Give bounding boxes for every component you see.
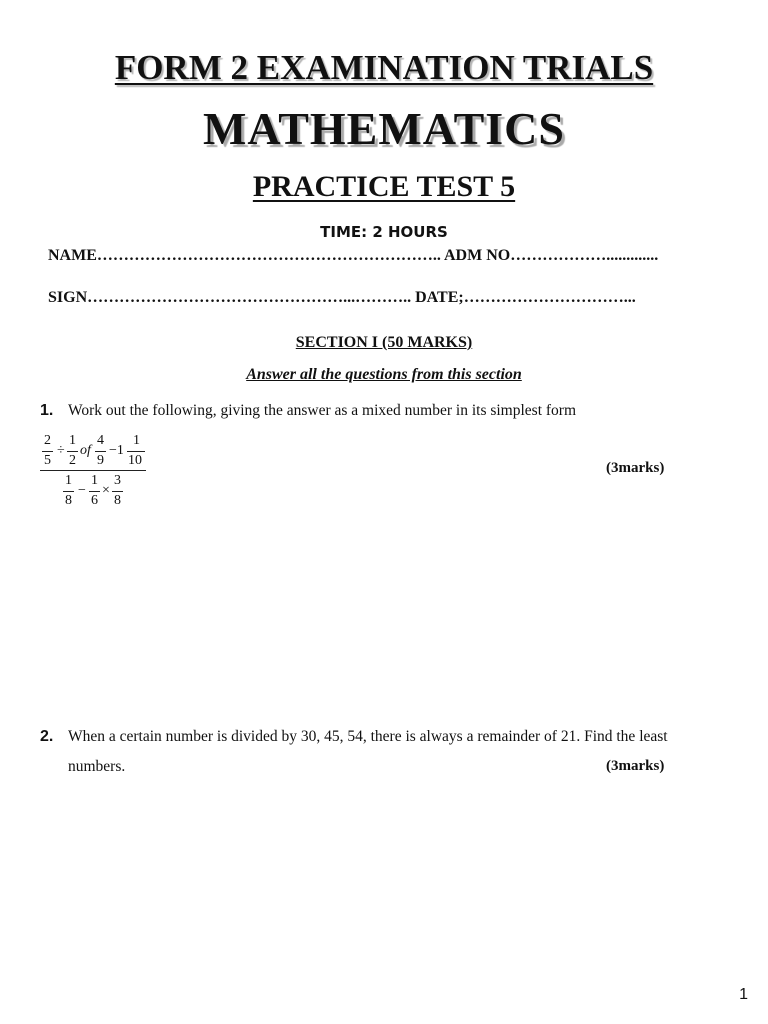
minus-one: −1 <box>109 443 124 458</box>
question-2-text: When a certain number is divided by 30, 45, 54, there is always a remainder of 21. Find the least <box>68 728 668 745</box>
question-1-expression <box>40 432 170 512</box>
frac-num: 4 <box>97 433 104 448</box>
frac-num: 2 <box>44 433 51 448</box>
question-2-number: 2. <box>40 728 54 745</box>
main-fraction-bar <box>40 470 146 471</box>
frac-bar <box>112 491 123 492</box>
question-1-marks: (3marks) <box>606 460 665 476</box>
frac-num: 1 <box>133 433 140 448</box>
frac-num: 1 <box>69 433 76 448</box>
frac-den: 6 <box>91 493 98 508</box>
section-title: SECTION I (50 MARKS) <box>295 334 473 351</box>
frac-bar <box>42 451 53 452</box>
exam-time: TIME: 2 HOURS <box>320 223 448 241</box>
frac-num: 1 <box>91 473 98 488</box>
frac-num: 3 <box>114 473 121 488</box>
sign-date-line[interactable]: SIGN…………………………………………...……….. DATE;…………………………... <box>48 289 636 306</box>
frac-bar <box>67 451 78 452</box>
of-word: of <box>80 443 91 458</box>
times-operator: × <box>102 483 110 498</box>
section-instructions: Answer all the questions from this section <box>246 366 522 383</box>
exam-title: FORM 2 EXAMINATION TRIALS <box>114 48 654 87</box>
frac-den: 5 <box>44 453 51 468</box>
frac-bar <box>63 491 74 492</box>
question-1-text: Work out the following, giving the answer as a mixed number in its simplest form <box>68 402 577 419</box>
page-number: 1 <box>739 986 748 1003</box>
minus-operator: − <box>78 483 86 498</box>
frac-den: 8 <box>65 493 72 508</box>
question-2-marks: (3marks) <box>606 758 665 774</box>
frac-den: 10 <box>128 453 142 468</box>
frac-bar <box>95 451 106 452</box>
frac-den: 9 <box>97 453 104 468</box>
subject-title: MATHEMATICS <box>203 103 565 154</box>
question-2-text-continued: numbers. <box>68 758 126 775</box>
frac-num: 1 <box>65 473 72 488</box>
frac-bar <box>89 491 100 492</box>
divide-operator: ÷ <box>57 443 65 458</box>
frac-den: 8 <box>114 493 121 508</box>
question-1-number: 1. <box>40 402 54 419</box>
name-adm-line[interactable]: NAME……………………………………………………….. ADM NO………………............. <box>48 247 659 264</box>
frac-bar <box>127 451 145 452</box>
test-title: PRACTICE TEST 5 <box>252 170 516 203</box>
frac-den: 2 <box>69 453 76 468</box>
